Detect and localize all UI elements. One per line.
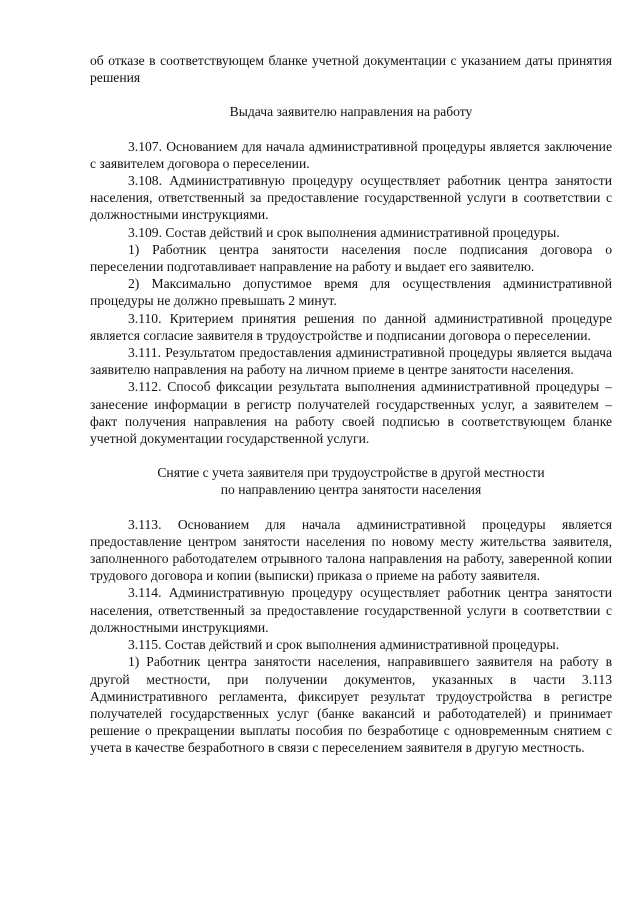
paragraph-3-114: 3.114. Административную процедуру осуществляет работник центра занятости населения, ответственный за предоставление государственной услуги в соответствии с должностными инструкциями. xyxy=(90,585,612,635)
paragraph-continuation: об отказе в соответствующем бланке учетной документации с указанием даты принятия решения xyxy=(90,53,612,86)
paragraph-3-109-item-2: 2) Максимально допустимое время для осуществления административной процедуры не должно превышать 2 минут. xyxy=(90,276,612,309)
section-heading-line-1: Снятие с учета заявителя при трудоустройстве в другой местности xyxy=(157,465,545,481)
paragraph-3-112: 3.112. Способ фиксации результата выполнения административной процедуры – занесение информации в регистр получателей государственных услуг, а заявителем – факт получения направления на работу своей подписью в соответствующем бланке учетной документации государственной услуги. xyxy=(90,379,612,447)
paragraph-3-115-item-1: 1) Работник центра занятости населения, направившего заявителя на работу в другой местности, при получении документов, указанных в части 3.113 Административного регламента, фиксирует результат трудоустройства в регистре получателей государственных услуг (банке вакансий и работодателей) и принимает решение о прекращении выплаты пособия по безработице с одновременным снятием с учета в качестве безработного в связи с переселением заявителя в другую местность. xyxy=(90,654,612,756)
paragraph-3-113: 3.113. Основанием для начала административной процедуры является предоставление центром занятости населения по новому месту жительства заявителя, заполненного работодателем отрывного талона направления на работу, заверенной копии трудового договора и копии (выписки) приказа о приеме на работу заявителя. xyxy=(90,516,612,584)
section-heading-deregistration xyxy=(90,464,612,498)
section-heading-line-2: по направлению центра занятости населения xyxy=(220,482,482,498)
paragraph-3-110: 3.110. Критерием принятия решения по данной административной процедуре является согласие заявителя в трудоустройстве и подписании договора о переселении. xyxy=(90,310,612,343)
paragraph-3-111: 3.111. Результатом предоставления административной процедуры является выдача заявителю направления на работу на личном приеме в центре занятости населения. xyxy=(90,345,612,378)
paragraph-3-109-item-1: 1) Работник центра занятости населения после подписания договора о переселении подготавливает направление на работу и выдает его заявителю. xyxy=(90,241,612,275)
paragraph-3-107: 3.107. Основанием для начала административной процедуры является заключение с заявителем договора о переселении. xyxy=(90,138,612,171)
document-page xyxy=(90,52,612,757)
paragraph-3-115: 3.115. Состав действий и срок выполнения административной процедуры. xyxy=(128,637,560,653)
section-heading-job-referral: Выдача заявителю направления на работу xyxy=(229,104,473,120)
paragraph-3-108: 3.108. Административную процедуру осуществляет работник центра занятости населения, ответственный за предоставление государственной услуги в соответствии с должностными инструкциями. xyxy=(90,173,612,223)
paragraph-3-109: 3.109. Состав действий и срок выполнения административной процедуры. xyxy=(128,224,560,240)
